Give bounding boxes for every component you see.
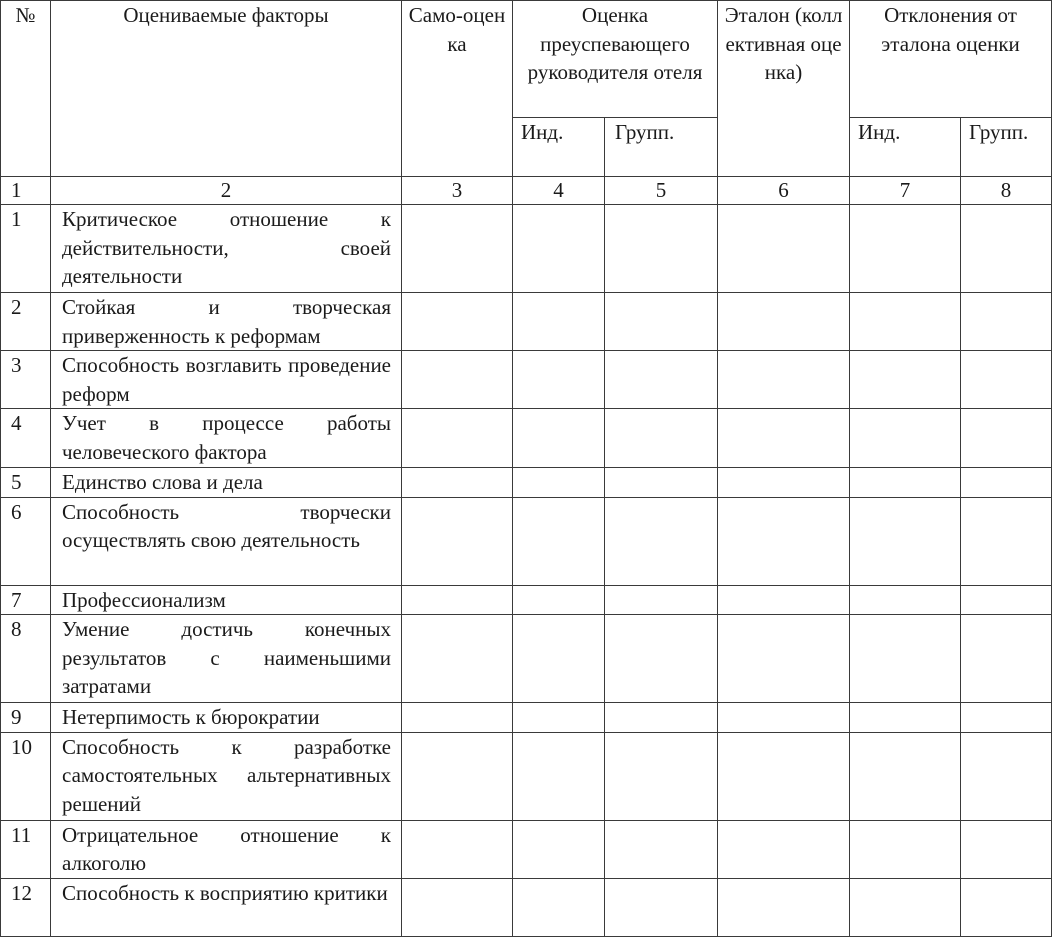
- cell-group[interactable]: [605, 409, 718, 468]
- row-factor: Способность к разработке самостоятельных альтернативных решений: [51, 732, 402, 820]
- cell-self[interactable]: [402, 497, 513, 585]
- header-row: [1, 1, 1052, 118]
- cell-dev-ind[interactable]: [850, 732, 961, 820]
- cell-dev-ind[interactable]: [850, 293, 961, 351]
- cell-dev-group[interactable]: [961, 205, 1052, 293]
- cell-ind[interactable]: [513, 615, 605, 703]
- cell-ind[interactable]: [513, 732, 605, 820]
- cell-ind[interactable]: [513, 409, 605, 468]
- cell-dev-ind[interactable]: [850, 468, 961, 498]
- header-factors: Оцениваемые факторы: [51, 1, 402, 177]
- table-row: [1, 205, 1052, 293]
- table-row: [1, 703, 1052, 733]
- header-self-assessment: Само-оценка: [402, 1, 513, 177]
- cell-self[interactable]: [402, 732, 513, 820]
- cell-self[interactable]: [402, 703, 513, 733]
- cell-ind[interactable]: [513, 820, 605, 878]
- row-factor: Профессионализм: [51, 585, 402, 615]
- column-number: 3: [402, 177, 513, 205]
- header-num: №: [1, 1, 51, 177]
- row-number: 7: [1, 585, 51, 615]
- header-standard: Эталон (коллективная оценка): [718, 1, 850, 177]
- cell-dev-ind[interactable]: [850, 205, 961, 293]
- column-number: 1: [1, 177, 51, 205]
- cell-ind[interactable]: [513, 703, 605, 733]
- cell-dev-ind[interactable]: [850, 409, 961, 468]
- cell-standard[interactable]: [718, 497, 850, 585]
- cell-dev-group[interactable]: [961, 615, 1052, 703]
- cell-self[interactable]: [402, 293, 513, 351]
- cell-ind[interactable]: [513, 878, 605, 936]
- row-number: 11: [1, 820, 51, 878]
- row-factor: Способность возглавить проведение реформ: [51, 351, 402, 409]
- cell-standard[interactable]: [718, 409, 850, 468]
- row-factor: Учет в процессе работы человеческого фактора: [51, 409, 402, 468]
- cell-group[interactable]: [605, 205, 718, 293]
- cell-self[interactable]: [402, 585, 513, 615]
- table-row: [1, 409, 1052, 468]
- cell-dev-group[interactable]: [961, 293, 1052, 351]
- cell-group[interactable]: [605, 615, 718, 703]
- cell-dev-ind[interactable]: [850, 878, 961, 936]
- table-row: [1, 585, 1052, 615]
- cell-self[interactable]: [402, 409, 513, 468]
- subheader-dev-group: Групп.: [961, 118, 1052, 177]
- table-row: [1, 615, 1052, 703]
- cell-dev-ind[interactable]: [850, 615, 961, 703]
- row-number: 6: [1, 497, 51, 585]
- cell-standard[interactable]: [718, 205, 850, 293]
- cell-dev-ind[interactable]: [850, 703, 961, 733]
- column-number: 6: [718, 177, 850, 205]
- table-row: [1, 820, 1052, 878]
- row-factor: Отрицательное отношение к алкоголю: [51, 820, 402, 878]
- cell-standard[interactable]: [718, 585, 850, 615]
- cell-standard[interactable]: [718, 732, 850, 820]
- cell-standard[interactable]: [718, 820, 850, 878]
- row-factor: Нетерпимость к бюрократии: [51, 703, 402, 733]
- cell-self[interactable]: [402, 205, 513, 293]
- cell-dev-group[interactable]: [961, 468, 1052, 498]
- cell-standard[interactable]: [718, 878, 850, 936]
- cell-group[interactable]: [605, 732, 718, 820]
- column-number-row: [1, 177, 1052, 205]
- cell-group[interactable]: [605, 468, 718, 498]
- cell-ind[interactable]: [513, 497, 605, 585]
- cell-self[interactable]: [402, 820, 513, 878]
- row-number: 4: [1, 409, 51, 468]
- cell-ind[interactable]: [513, 205, 605, 293]
- cell-self[interactable]: [402, 351, 513, 409]
- cell-standard[interactable]: [718, 351, 850, 409]
- cell-self[interactable]: [402, 615, 513, 703]
- header-successful-manager: Оценка преуспевающего руководителя отеля: [513, 1, 718, 118]
- cell-dev-group[interactable]: [961, 878, 1052, 936]
- column-number: 2: [51, 177, 402, 205]
- table-row: [1, 732, 1052, 820]
- cell-dev-group[interactable]: [961, 732, 1052, 820]
- column-number: 5: [605, 177, 718, 205]
- cell-group[interactable]: [605, 351, 718, 409]
- row-factor: Умение достичь конечных результатов с наименьшими затратами: [51, 615, 402, 703]
- table-row: [1, 497, 1052, 585]
- cell-dev-group[interactable]: [961, 497, 1052, 585]
- row-number: 2: [1, 293, 51, 351]
- cell-self[interactable]: [402, 468, 513, 498]
- cell-dev-ind[interactable]: [850, 820, 961, 878]
- row-number: 3: [1, 351, 51, 409]
- row-factor: Стойкая и творческая приверженность к реформам: [51, 293, 402, 351]
- cell-dev-ind[interactable]: [850, 585, 961, 615]
- table-row: [1, 293, 1052, 351]
- cell-dev-group[interactable]: [961, 409, 1052, 468]
- cell-group[interactable]: [605, 585, 718, 615]
- row-number: 9: [1, 703, 51, 733]
- row-number: 8: [1, 615, 51, 703]
- row-number: 10: [1, 732, 51, 820]
- cell-ind[interactable]: [513, 585, 605, 615]
- cell-group[interactable]: [605, 703, 718, 733]
- cell-ind[interactable]: [513, 468, 605, 498]
- cell-ind[interactable]: [513, 351, 605, 409]
- cell-ind[interactable]: [513, 293, 605, 351]
- cell-group[interactable]: [605, 497, 718, 585]
- cell-group[interactable]: [605, 820, 718, 878]
- cell-standard[interactable]: [718, 293, 850, 351]
- row-factor: Критическое отношение к действительности, своей деятельности: [51, 205, 402, 293]
- row-factor: Единство слова и дела: [51, 468, 402, 498]
- column-number: 8: [961, 177, 1052, 205]
- table-row: [1, 878, 1052, 936]
- column-number: 7: [850, 177, 961, 205]
- cell-dev-group[interactable]: [961, 585, 1052, 615]
- row-factor: Способность творчески осуществлять свою деятельность: [51, 497, 402, 585]
- subheader-dev-ind: Инд.: [850, 118, 961, 177]
- header-deviations: Отклонения от эталона оценки: [850, 1, 1052, 118]
- row-number: 12: [1, 878, 51, 936]
- cell-dev-ind[interactable]: [850, 497, 961, 585]
- table-row: [1, 468, 1052, 498]
- cell-standard[interactable]: [718, 615, 850, 703]
- cell-self[interactable]: [402, 878, 513, 936]
- subheader-ind: Инд.: [513, 118, 605, 177]
- cell-dev-group[interactable]: [961, 820, 1052, 878]
- table-row: [1, 351, 1052, 409]
- subheader-group: Групп.: [605, 118, 718, 177]
- column-number: 4: [513, 177, 605, 205]
- cell-dev-ind[interactable]: [850, 351, 961, 409]
- row-number: 5: [1, 468, 51, 498]
- cell-standard[interactable]: [718, 703, 850, 733]
- cell-dev-group[interactable]: [961, 351, 1052, 409]
- cell-group[interactable]: [605, 878, 718, 936]
- cell-group[interactable]: [605, 293, 718, 351]
- row-number: 1: [1, 205, 51, 293]
- cell-dev-group[interactable]: [961, 703, 1052, 733]
- cell-standard[interactable]: [718, 468, 850, 498]
- row-factor: Способность к восприятию критики: [51, 878, 402, 936]
